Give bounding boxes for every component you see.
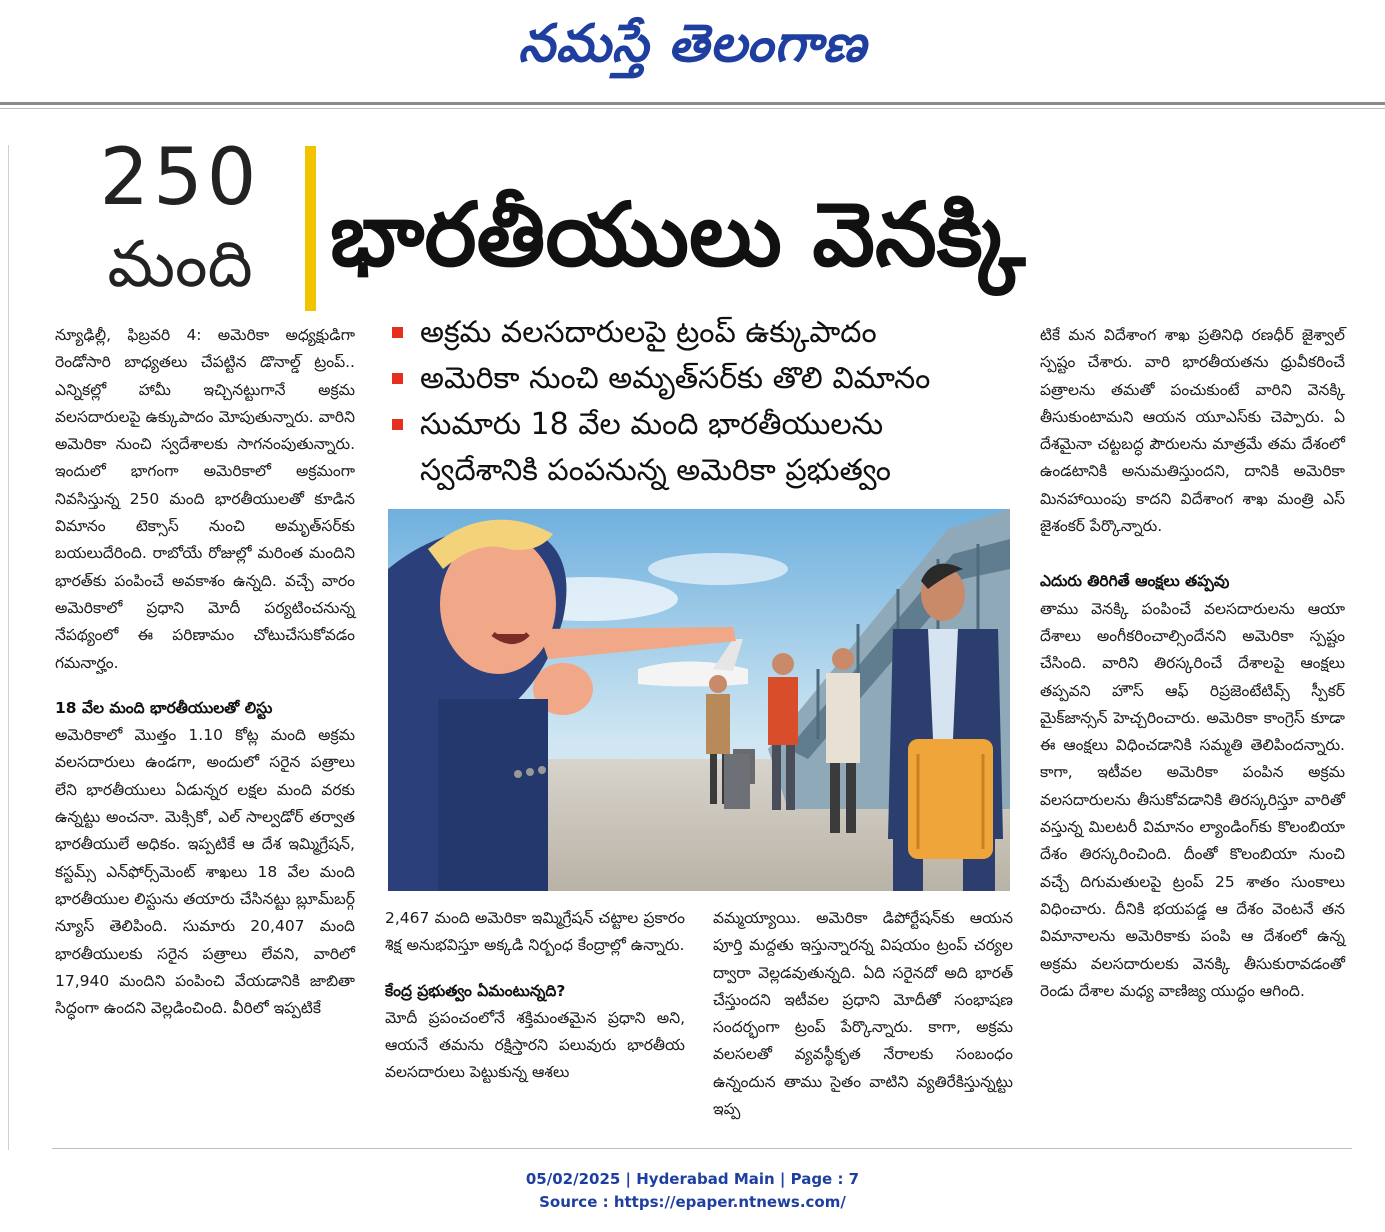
bullet-text: అక్రమ వలసదారులపై ట్రంప్ ఉక్కుపాదం — [420, 315, 877, 350]
paragraph: వమ్మయ్యాయి. అమెరికా డిపోర్టేషన్‌కు ఆయన పూర్తి మద్దతు ఇస్తున్నారన్న విషయం ట్రంప్ చర్యల ద్వారా వెల్లడవుతున్నది. ఏది సరైనదో అది భారత్ చేస్తుందని ఇటీవల ప్రధాని మోదీతో సంభాషణ సందర్భంగా ట్రంప్ పేర్కొన్నారు. కాగా, అక్రమ వలసలతో వ్యవస్థీకృత నేరాలకు సంబంధం ఉన్నందున తాము సైతం వాటిని వ్యతిరేకిస్తున్నట్టు ఇప్ప — [713, 909, 1013, 1119]
bullet-text: అమెరికా నుంచి అమృత్‌సర్‌కు తొలి విమానం — [420, 361, 931, 396]
article-column-1 — [55, 322, 355, 1022]
article-column-4 — [1040, 322, 1345, 1005]
article-column-3 — [713, 905, 1013, 1123]
highlight-bullets — [388, 310, 1028, 500]
bullet-item — [388, 310, 1028, 356]
subheading: 18 వేల మంది భారతీయులతో లిస్టు — [55, 698, 273, 717]
paragraph: న్యూఢిల్లీ, ఫిబ్రవరి 4: అమెరికా అధ్యక్షుడిగా రెండోసారి బాధ్యతలు చేపట్టిన డొనాల్డ్ ట్రంప్.. ఎన్నికల్లో హామీ ఇచ్చినట్టుగానే అక్రమ వలసదారులపై ఉక్కుపాదం మోపుతున్నారు. వారిని అమెరికా నుంచి స్వదేశాలకు సాగనంపుతున్నారు. ఇందులో భాగంగా అమెరికాలో అక్రమంగా నివసిస్తున్న 250 మంది భారతీయులతో కూడిన విమానం టెక్సాస్ నుంచి అమృత్‌సర్‌కు బయలుదేరింది. రాబోయే రోజుల్లో మరింత మందిని భారత్‌కు పంపించే అవకాశం ఉన్నది. వచ్చే వారం అమెరికాలో ప్రధాని మోదీ పర్యటించనున్న నేపథ్యంలో ఈ పరిణామం చోటుచేసుకోవడం గమనార్హం. — [55, 326, 355, 672]
bullet-item — [388, 402, 1028, 448]
kicker-number: 250 — [99, 133, 261, 223]
bullet-text: సుమారు 18 వేల మంది భారతీయులను — [420, 407, 884, 442]
headline-accent-bar — [305, 146, 316, 311]
kicker-word: మంది — [107, 228, 253, 302]
paragraph: 2,467 మంది అమెరికా ఇమ్మిగ్రేషన్ చట్టాల ప్రకారం శిక్ష అనుభవిస్తూ అక్కడి నిర్బంధ కేంద్రాల్లో ఉన్నారు. — [385, 909, 685, 955]
news-illustration — [388, 509, 1010, 891]
subheading: కేంద్ర ప్రభుత్వం ఏమంటున్నది? — [385, 981, 566, 1000]
paragraph: మోదీ ప్రపంచంలోనే శక్తిమంతమైన ప్రధాని అని, ఆయనే తమను రక్షిస్తారని పలువురు భారతీయ వలసదారులు పెట్టుకున్న ఆశలు — [385, 1008, 685, 1082]
bullet-item — [388, 356, 1028, 402]
paragraph: అమెరికాలో మొత్తం 1.10 కోట్ల మంది అక్రమ వలసదారులు ఉండగా, అందులో సరైన పత్రాలు లేని భారతీయులు ఏడున్నర లక్షల మంది వరకు ఉన్నట్టు అంచనా. మెక్సికో, ఎల్ సాల్వడోర్ తర్వాత భారతీయులే అధికం. ఇప్పటికే ఆ దేశ ఇమ్మిగ్రేషన్, కస్టమ్స్ ఎన్‌ఫోర్స్‌మెంట్ శాఖలు 18 వేల మంది భారతీయుల లిస్టును తయారు చేసినట్టు బ్లూమ్‌బర్గ్ న్యూస్ తెలిపింది. సుమారు 20,407 మంది భారతీయులకు సరైన పత్రాలు లేవని, వారిలో 17,940 మందిని పంపించి వేయడానికి జాబితా సిద్ధంగా ఉందని వెల్లడించింది. వీరిలో ఇప్పటికే — [55, 726, 355, 1018]
footer-date-edition: 05/02/2025 | Hyderabad Main | Page : 7 — [525, 1170, 860, 1188]
bullet-continuation: స్వదేశానికి పంపనున్న అమెరికా ప్రభుత్వం — [420, 453, 892, 488]
paragraph: తాము వెనక్కి పంపించే వలసదారులను ఆయా దేశాలు అంగీకరించాల్సిందేనని అమెరికా స్పష్టం చేసింది. వారిని తిరస్కరించే దేశాలపై ఆంక్షలు తప్పవని హౌస్ ఆఫ్ రిప్రజెంటేటివ్స్ స్పీకర్ మైక్‌జాన్సన్ హెచ్చరించారు. అమెరికా కాంగ్రెస్ కూడా ఈ ఆంక్షలు విధించడానికి సమ్మతి తెలిపిందన్నారు. కాగా, ఇటీవల అమెరికా పంపిన అక్రమ వలసదారులను తీసుకోవడానికి తిరస్కరిస్తూ వారితో వస్తున్న మిలటరీ విమానం ల్యాండింగ్‌కు కొలంబియా దేశం తిరస్కరించింది. దీంతో కొలంబియా నుంచి వచ్చే దిగుమతులపై ట్రంప్ 25 శాతం సుంకాలు విధించారు. దీనికి భయపడ్డ ఆ దేశం వెంటనే తన విమానాలను అమెరికాకు పంపి ఆ దేశంలో ఉన్న అక్రమ వలసదారులకు వెనక్కి తీసుకురావడంతో రెండు దేశాల మధ్య వాణిజ్య యుద్ధం ఆగింది. — [1040, 599, 1345, 1000]
subheading: ఎదురు తిరిగితే ఆంక్షలు తప్పవు — [1040, 572, 1230, 591]
article-column-2 — [385, 905, 685, 1087]
footer-source-link[interactable]: Source : https://epaper.ntnews.com/ — [539, 1193, 846, 1211]
bullet-square-icon — [392, 419, 403, 430]
bullet-square-icon — [392, 373, 403, 384]
paragraph: టికే మన విదేశాంగ శాఖ ప్రతినిధి రణధీర్ జైశ్వాల్ స్పష్టం చేశారు. వారి భారతీయతను ధ్రువీకరించే పత్రాలను తమతో పంచుకుంటే వారిని వెనక్కి తీసుకుంటామని ఆయన యూఎస్‌కు చెప్పారు. ఏ దేశమైనా చట్టబద్ధ పౌరులను మాత్రమే తమ దేశంలో ఉండటానికి అనుమతిస్తుందని, దానికి అమెరికా మినహాయింపు కాదని విదేశాంగ శాఖ మంత్రి ఎస్ జైశంకర్ పేర్కొన్నారు. — [1040, 326, 1345, 536]
illustration-svg — [388, 509, 1010, 891]
headline: భారతీయులు వెనక్కి — [330, 183, 1026, 286]
footer-divider — [52, 1148, 1352, 1149]
bullet-square-icon — [392, 327, 403, 338]
newspaper-logo: నమస్తే తెలంగాణ — [518, 14, 867, 74]
masthead-divider-thin — [0, 108, 1385, 109]
page-left-edge — [8, 145, 9, 1150]
masthead-divider — [0, 102, 1385, 105]
masthead — [0, 0, 1385, 100]
